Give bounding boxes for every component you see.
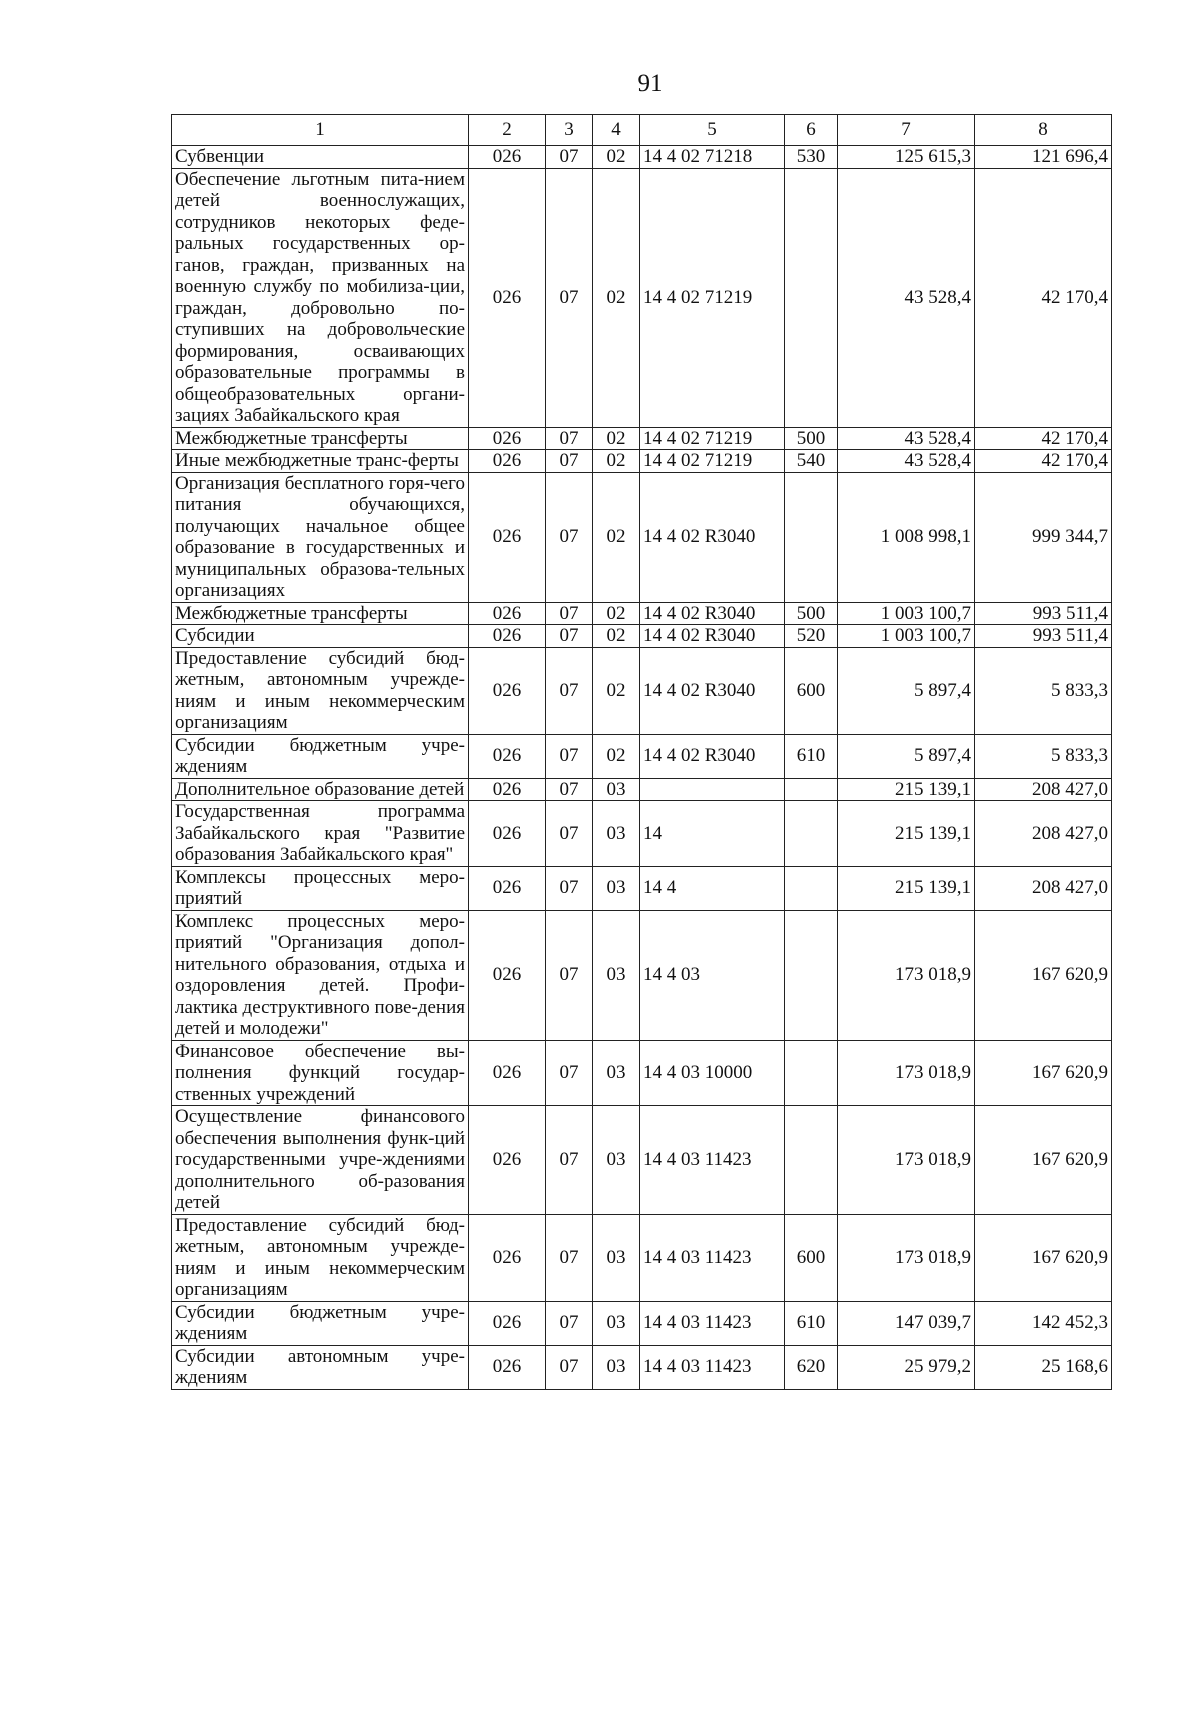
row-name-cell: Организация бесплатного горя-чего питания обучающихся, получающих начальное общее образование в государственных и муниципальных образова-тельных организациях bbox=[172, 472, 469, 602]
amount-col7-cell: 147 039,7 bbox=[838, 1301, 975, 1345]
row-name-cell: Субсидии бюджетным учре-ждениям bbox=[172, 1301, 469, 1345]
amount-col7-cell: 1 008 998,1 bbox=[838, 472, 975, 602]
amount-col7-cell: 125 615,3 bbox=[838, 146, 975, 169]
subsection-cell: 02 bbox=[593, 146, 640, 169]
table-row bbox=[172, 778, 1112, 801]
amount-col8-cell: 208 427,0 bbox=[975, 866, 1112, 910]
section-cell: 07 bbox=[546, 778, 593, 801]
amount-col7-cell: 215 139,1 bbox=[838, 801, 975, 867]
section-cell: 07 bbox=[546, 1214, 593, 1301]
table-row bbox=[172, 1040, 1112, 1106]
table-row bbox=[172, 1345, 1112, 1389]
subsection-cell: 02 bbox=[593, 734, 640, 778]
admin-code-cell: 026 bbox=[469, 1040, 546, 1106]
table-row bbox=[172, 1214, 1112, 1301]
target-article-cell: 14 4 02 71219 bbox=[640, 450, 785, 473]
subsection-cell: 03 bbox=[593, 1040, 640, 1106]
amount-col8-cell: 42 170,4 bbox=[975, 427, 1112, 450]
subsection-cell: 02 bbox=[593, 647, 640, 734]
table-row bbox=[172, 427, 1112, 450]
expense-type-cell: 600 bbox=[785, 1214, 838, 1301]
admin-code-cell: 026 bbox=[469, 1214, 546, 1301]
table-row bbox=[172, 625, 1112, 648]
section-cell: 07 bbox=[546, 427, 593, 450]
subsection-cell: 03 bbox=[593, 910, 640, 1040]
target-article-cell: 14 4 bbox=[640, 866, 785, 910]
row-name-cell: Субсидии bbox=[172, 625, 469, 648]
row-name-cell: Субвенции bbox=[172, 146, 469, 169]
amount-col7-cell: 25 979,2 bbox=[838, 1345, 975, 1389]
amount-col7-cell: 43 528,4 bbox=[838, 168, 975, 427]
subsection-cell: 02 bbox=[593, 427, 640, 450]
amount-col7-cell: 1 003 100,7 bbox=[838, 602, 975, 625]
target-article-cell bbox=[640, 778, 785, 801]
subsection-cell: 03 bbox=[593, 1214, 640, 1301]
admin-code-cell: 026 bbox=[469, 1345, 546, 1389]
row-name-cell: Осуществление финансового обеспечения выполнения функ-ций государственными учре-ждениями дополнительного об-разования детей bbox=[172, 1106, 469, 1215]
admin-code-cell: 026 bbox=[469, 625, 546, 648]
header-cell: 2 bbox=[469, 115, 546, 146]
amount-col8-cell: 993 511,4 bbox=[975, 602, 1112, 625]
amount-col7-cell: 43 528,4 bbox=[838, 427, 975, 450]
amount-col7-cell: 173 018,9 bbox=[838, 1040, 975, 1106]
admin-code-cell: 026 bbox=[469, 146, 546, 169]
section-cell: 07 bbox=[546, 1040, 593, 1106]
expense-type-cell: 610 bbox=[785, 734, 838, 778]
amount-col7-cell: 215 139,1 bbox=[838, 866, 975, 910]
subsection-cell: 02 bbox=[593, 168, 640, 427]
budget-table bbox=[171, 114, 1112, 1390]
target-article-cell: 14 4 03 11423 bbox=[640, 1214, 785, 1301]
target-article-cell: 14 4 02 71218 bbox=[640, 146, 785, 169]
header-cell: 1 bbox=[172, 115, 469, 146]
target-article-cell: 14 4 02 R3040 bbox=[640, 647, 785, 734]
table-row bbox=[172, 801, 1112, 867]
section-cell: 07 bbox=[546, 866, 593, 910]
target-article-cell: 14 4 03 11423 bbox=[640, 1345, 785, 1389]
subsection-cell: 03 bbox=[593, 1345, 640, 1389]
expense-type-cell bbox=[785, 801, 838, 867]
expense-type-cell: 530 bbox=[785, 146, 838, 169]
amount-col8-cell: 993 511,4 bbox=[975, 625, 1112, 648]
header-cell: 6 bbox=[785, 115, 838, 146]
table-row bbox=[172, 866, 1112, 910]
subsection-cell: 03 bbox=[593, 1106, 640, 1215]
admin-code-cell: 026 bbox=[469, 1106, 546, 1215]
amount-col8-cell: 208 427,0 bbox=[975, 778, 1112, 801]
section-cell: 07 bbox=[546, 734, 593, 778]
subsection-cell: 02 bbox=[593, 472, 640, 602]
expense-type-cell bbox=[785, 1040, 838, 1106]
header-row bbox=[172, 115, 1112, 146]
admin-code-cell: 026 bbox=[469, 647, 546, 734]
target-article-cell: 14 4 02 71219 bbox=[640, 168, 785, 427]
target-article-cell: 14 4 02 R3040 bbox=[640, 734, 785, 778]
amount-col7-cell: 5 897,4 bbox=[838, 647, 975, 734]
row-name-cell: Комплекс процессных меро-приятий "Организация допол-нительного образования, отдыха и оздоровления детей. Профи-лактика деструктивного пове-дения детей и молодежи" bbox=[172, 910, 469, 1040]
amount-col8-cell: 142 452,3 bbox=[975, 1301, 1112, 1345]
subsection-cell: 02 bbox=[593, 602, 640, 625]
section-cell: 07 bbox=[546, 1106, 593, 1215]
section-cell: 07 bbox=[546, 450, 593, 473]
subsection-cell: 03 bbox=[593, 801, 640, 867]
amount-col8-cell: 5 833,3 bbox=[975, 734, 1112, 778]
table-row bbox=[172, 1301, 1112, 1345]
expense-type-cell: 500 bbox=[785, 427, 838, 450]
page-number: 91 bbox=[637, 70, 663, 97]
expense-type-cell: 540 bbox=[785, 450, 838, 473]
header-cell: 4 bbox=[593, 115, 640, 146]
amount-col8-cell: 167 620,9 bbox=[975, 1040, 1112, 1106]
target-article-cell: 14 4 03 bbox=[640, 910, 785, 1040]
row-name-cell: Обеспечение льготным пита-нием детей военнослужащих, сотрудников некоторых феде-ральных государственных ор-ганов, граждан, призванных на военную службу по мобилиза-ции, граждан, добровольно по-ступивших на добровольческие формирования, осваивающих образовательные программы в общеобразовательных органи-зациях Забайкальского края bbox=[172, 168, 469, 427]
admin-code-cell: 026 bbox=[469, 450, 546, 473]
amount-col7-cell: 215 139,1 bbox=[838, 778, 975, 801]
admin-code-cell: 026 bbox=[469, 472, 546, 602]
amount-col8-cell: 999 344,7 bbox=[975, 472, 1112, 602]
amount-col7-cell: 5 897,4 bbox=[838, 734, 975, 778]
row-name-cell: Комплексы процессных меро-приятий bbox=[172, 866, 469, 910]
subsection-cell: 03 bbox=[593, 778, 640, 801]
target-article-cell: 14 4 02 R3040 bbox=[640, 602, 785, 625]
amount-col7-cell: 1 003 100,7 bbox=[838, 625, 975, 648]
row-name-cell: Предоставление субсидий бюд-жетным, автономным учрежде-ниям и иным некоммерческим организациям bbox=[172, 1214, 469, 1301]
amount-col8-cell: 42 170,4 bbox=[975, 450, 1112, 473]
table-row bbox=[172, 472, 1112, 602]
row-name-cell: Финансовое обеспечение вы-полнения функций государ-ственных учреждений bbox=[172, 1040, 469, 1106]
row-name-cell: Предоставление субсидий бюд-жетным, автономным учрежде-ниям и иным некоммерческим организациям bbox=[172, 647, 469, 734]
table-row bbox=[172, 1106, 1112, 1215]
table-row bbox=[172, 168, 1112, 427]
amount-col8-cell: 167 620,9 bbox=[975, 910, 1112, 1040]
target-article-cell: 14 4 03 11423 bbox=[640, 1106, 785, 1215]
target-article-cell: 14 4 02 71219 bbox=[640, 427, 785, 450]
section-cell: 07 bbox=[546, 801, 593, 867]
row-name-cell: Иные межбюджетные транс-ферты bbox=[172, 450, 469, 473]
table-row bbox=[172, 602, 1112, 625]
amount-col8-cell: 42 170,4 bbox=[975, 168, 1112, 427]
table-row bbox=[172, 450, 1112, 473]
expense-type-cell: 620 bbox=[785, 1345, 838, 1389]
admin-code-cell: 026 bbox=[469, 910, 546, 1040]
row-name-cell: Дополнительное образование детей bbox=[172, 778, 469, 801]
amount-col8-cell: 5 833,3 bbox=[975, 647, 1112, 734]
row-name-cell: Государственная программа Забайкальского края "Развитие образования Забайкальского края" bbox=[172, 801, 469, 867]
row-name-cell: Межбюджетные трансферты bbox=[172, 427, 469, 450]
table-row bbox=[172, 734, 1112, 778]
table-row bbox=[172, 146, 1112, 169]
amount-col7-cell: 43 528,4 bbox=[838, 450, 975, 473]
admin-code-cell: 026 bbox=[469, 1301, 546, 1345]
expense-type-cell: 610 bbox=[785, 1301, 838, 1345]
section-cell: 07 bbox=[546, 625, 593, 648]
header-cell: 5 bbox=[640, 115, 785, 146]
section-cell: 07 bbox=[546, 168, 593, 427]
table-row bbox=[172, 910, 1112, 1040]
admin-code-cell: 026 bbox=[469, 602, 546, 625]
table-row bbox=[172, 647, 1112, 734]
admin-code-cell: 026 bbox=[469, 168, 546, 427]
expense-type-cell bbox=[785, 472, 838, 602]
target-article-cell: 14 4 02 R3040 bbox=[640, 472, 785, 602]
section-cell: 07 bbox=[546, 472, 593, 602]
amount-col8-cell: 121 696,4 bbox=[975, 146, 1112, 169]
expense-type-cell bbox=[785, 168, 838, 427]
section-cell: 07 bbox=[546, 910, 593, 1040]
section-cell: 07 bbox=[546, 647, 593, 734]
expense-type-cell bbox=[785, 910, 838, 1040]
header-cell: 3 bbox=[546, 115, 593, 146]
section-cell: 07 bbox=[546, 602, 593, 625]
subsection-cell: 02 bbox=[593, 625, 640, 648]
amount-col7-cell: 173 018,9 bbox=[838, 1106, 975, 1215]
target-article-cell: 14 bbox=[640, 801, 785, 867]
admin-code-cell: 026 bbox=[469, 866, 546, 910]
expense-type-cell: 600 bbox=[785, 647, 838, 734]
subsection-cell: 02 bbox=[593, 450, 640, 473]
expense-type-cell: 520 bbox=[785, 625, 838, 648]
amount-col7-cell: 173 018,9 bbox=[838, 1214, 975, 1301]
amount-col8-cell: 25 168,6 bbox=[975, 1345, 1112, 1389]
row-name-cell: Субсидии бюджетным учре-ждениям bbox=[172, 734, 469, 778]
target-article-cell: 14 4 03 10000 bbox=[640, 1040, 785, 1106]
amount-col8-cell: 167 620,9 bbox=[975, 1106, 1112, 1215]
target-article-cell: 14 4 02 R3040 bbox=[640, 625, 785, 648]
admin-code-cell: 026 bbox=[469, 801, 546, 867]
admin-code-cell: 026 bbox=[469, 778, 546, 801]
header-cell: 7 bbox=[838, 115, 975, 146]
admin-code-cell: 026 bbox=[469, 427, 546, 450]
subsection-cell: 03 bbox=[593, 866, 640, 910]
expense-type-cell bbox=[785, 1106, 838, 1215]
expense-type-cell bbox=[785, 866, 838, 910]
amount-col7-cell: 173 018,9 bbox=[838, 910, 975, 1040]
row-name-cell: Субсидии автономным учре-ждениям bbox=[172, 1345, 469, 1389]
subsection-cell: 03 bbox=[593, 1301, 640, 1345]
header-cell: 8 bbox=[975, 115, 1112, 146]
expense-type-cell: 500 bbox=[785, 602, 838, 625]
admin-code-cell: 026 bbox=[469, 734, 546, 778]
amount-col8-cell: 167 620,9 bbox=[975, 1214, 1112, 1301]
section-cell: 07 bbox=[546, 1301, 593, 1345]
row-name-cell: Межбюджетные трансферты bbox=[172, 602, 469, 625]
amount-col8-cell: 208 427,0 bbox=[975, 801, 1112, 867]
section-cell: 07 bbox=[546, 146, 593, 169]
target-article-cell: 14 4 03 11423 bbox=[640, 1301, 785, 1345]
expense-type-cell bbox=[785, 778, 838, 801]
section-cell: 07 bbox=[546, 1345, 593, 1389]
